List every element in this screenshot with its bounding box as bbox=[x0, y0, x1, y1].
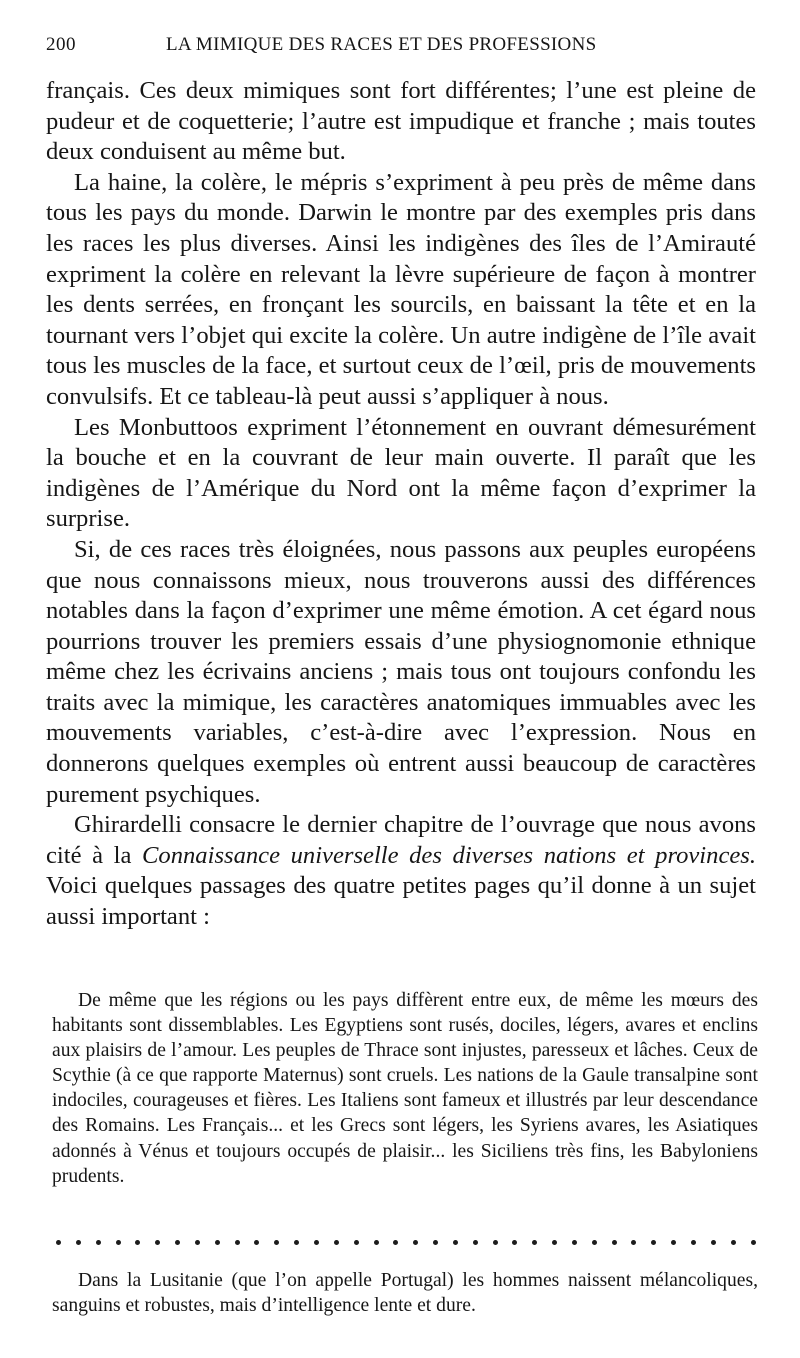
separator-dot bbox=[512, 1240, 517, 1245]
separator-dot bbox=[254, 1240, 259, 1245]
paragraph: Les Monbuttoos expriment l’étonnement en ouvrant démesurément la bouche et en la couvrant de leur main ouverte. Il paraît que les indigènes de l’Amérique du Nord ont la même façon d’exprimer la surprise. bbox=[46, 413, 756, 533]
page-number: 200 bbox=[46, 34, 76, 55]
paragraph-text: Ghirardelli consacre le dernier chapitre de l’ouvrage que nous avons cité à la bbox=[46, 811, 756, 869]
block-quote bbox=[52, 1268, 758, 1318]
separator-dot bbox=[751, 1240, 756, 1245]
separator-dot bbox=[473, 1240, 478, 1245]
separator-dot bbox=[274, 1240, 279, 1245]
separator-dot bbox=[374, 1240, 379, 1245]
separator-dot bbox=[592, 1240, 597, 1245]
separator-dot bbox=[235, 1240, 240, 1245]
separator-dot bbox=[334, 1240, 339, 1245]
running-head bbox=[46, 34, 760, 64]
paragraph: Si, de ces races très éloignées, nous passons aux peuples européens que nous connaissons mieux, nous trouverons aussi des différences notables dans la façon d’exprimer une même émotion. A cet égard nous pourrions trouver les premiers essais d’une physiognomonie ethnique même chez les écrivains anciens ; mais tous ont toujours confondu les traits avec la mimique, les caractères anatomiques immuables avec les mouvements variables, c’est-à-dire avec l’expression. Nous en donnerons quelques exemples où entrent aussi beaucoup de caractères purement psychiques. bbox=[46, 535, 756, 808]
paragraph: français. Ces deux mimiques sont fort différentes; l’une est pleine de pudeur et de coquetterie; l’autre est impudique et franche ; mais toutes deux conduisent au même but. bbox=[46, 77, 756, 166]
separator-dot bbox=[116, 1240, 121, 1245]
separator-dot bbox=[135, 1240, 140, 1245]
separator-dot bbox=[96, 1240, 101, 1245]
separator-dot bbox=[691, 1240, 696, 1245]
separator-dot bbox=[711, 1240, 716, 1245]
ellipsis-separator bbox=[56, 1240, 756, 1245]
separator-dot bbox=[354, 1240, 359, 1245]
paragraph-text: Voici quelques passages des quatre petites pages qu’il donne à un sujet aussi important : bbox=[46, 872, 756, 931]
separator-dot bbox=[413, 1240, 418, 1245]
separator-dot bbox=[731, 1240, 736, 1245]
separator-dot bbox=[493, 1240, 498, 1245]
paragraph bbox=[46, 810, 756, 932]
book-title-italic: Connaissance universelle des diverses nations et provinces. bbox=[142, 841, 756, 869]
separator-dot bbox=[532, 1240, 537, 1245]
separator-dot bbox=[195, 1240, 200, 1245]
separator-dot bbox=[314, 1240, 319, 1245]
separator-dot bbox=[651, 1240, 656, 1245]
running-title: LA MIMIQUE DES RACES ET DES PROFESSIONS bbox=[166, 34, 597, 55]
paragraph: La haine, la colère, le mépris s’expriment à peu près de même dans tous les pays du monde. Darwin le montre par des exemples pris dans les races les plus diverses. Ainsi les indigènes des îles de l’Amirauté expriment la colère en relevant la lèvre supérieure de façon à montrer les dents serrées, en fronçant les sourcils, en baissant la tête et en la tournant vers l’objet qui excite la colère. Un autre indigène de l’île avait tous les muscles de la face, et surtout ceux de l’œil, pris de mouvements convulsifs. Et ce tableau-là peut aussi s’appliquer à nous. bbox=[46, 168, 756, 410]
separator-dot bbox=[56, 1240, 61, 1245]
separator-dot bbox=[572, 1240, 577, 1245]
separator-dot bbox=[175, 1240, 180, 1245]
quote-paragraph: Dans la Lusitanie (que l’on appelle Portugal) les hommes naissent mélancoliques, sanguins et robustes, mais d’intelligence lente et dure. bbox=[52, 1270, 758, 1317]
separator-dot bbox=[612, 1240, 617, 1245]
separator-dot bbox=[631, 1240, 636, 1245]
quote-paragraph: De même que les régions ou les pays diffèrent entre eux, de même les mœurs des habitants sont dissemblables. Les Egyptiens sont rusés, dociles, légers, avares et enclins aux plaisirs de l’amour. Les peuples de Thrace sont injustes, paresseux et lâches. Ceux de Scythie (à ce que rapporte Maternus) sont cruels. Les nations de la Gaule transalpine sont indociles, courageuses et fières. Les Italiens sont fameux et illustrés par leur descendance des Romains. Les Français... et les Grecs sont légers, les Syriens avares, les Asiatiques adonnés à Vénus et toujours occupés de plaisir... les Siciliens très fins, les Babyloniens prudents. bbox=[52, 990, 758, 1187]
separator-dot bbox=[294, 1240, 299, 1245]
block-quote bbox=[52, 988, 758, 1189]
separator-dot bbox=[453, 1240, 458, 1245]
separator-dot bbox=[671, 1240, 676, 1245]
separator-dot bbox=[433, 1240, 438, 1245]
separator-dot bbox=[393, 1240, 398, 1245]
separator-dot bbox=[215, 1240, 220, 1245]
separator-dot bbox=[552, 1240, 557, 1245]
main-text bbox=[46, 76, 756, 933]
separator-dot bbox=[155, 1240, 160, 1245]
separator-dot bbox=[76, 1240, 81, 1245]
